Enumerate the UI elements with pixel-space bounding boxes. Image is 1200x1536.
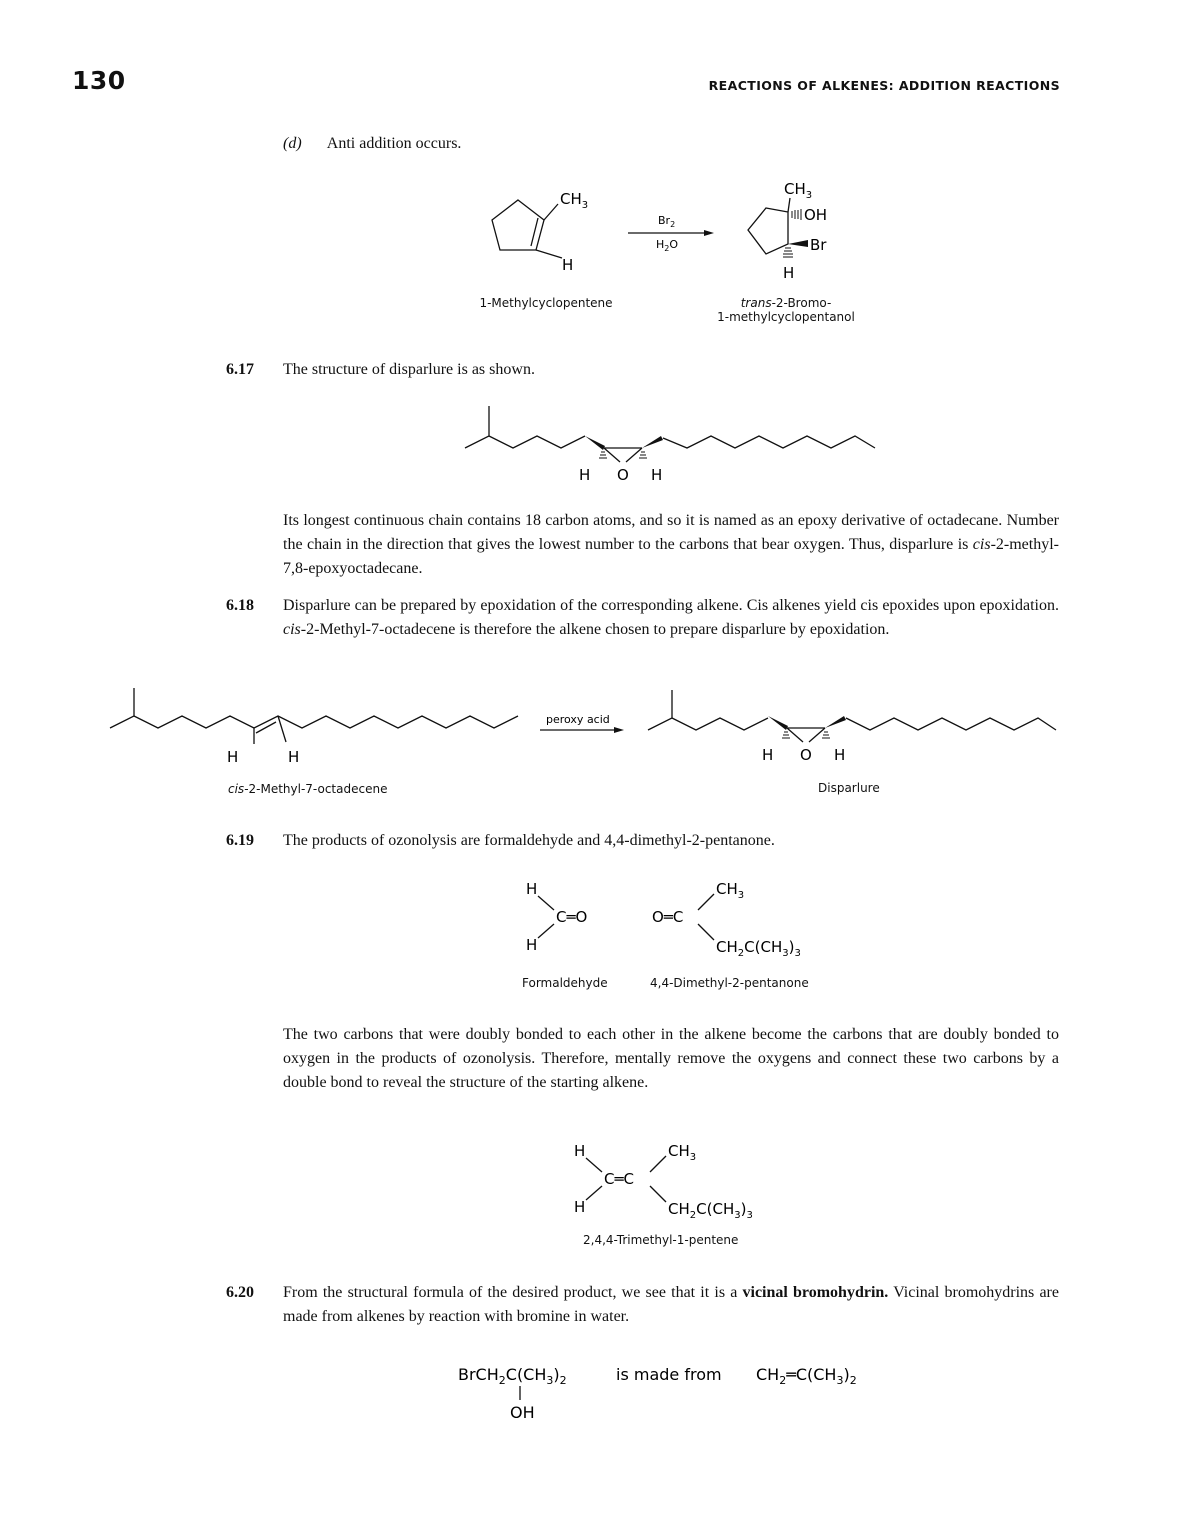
formaldehyde-carbonyl: C═O [556, 908, 588, 926]
para-618-part1: Disparlure can be prepared by epoxidation of the corresponding alkene. Cis alkenes yield cis epoxides upon epoxidation. [283, 597, 1059, 614]
problem-618-number: 6.18 [226, 597, 254, 614]
left-chain [489, 436, 585, 448]
oh-label: OH [804, 206, 828, 224]
alkene-h-right: H [288, 748, 300, 766]
product-name-italic: trans [740, 296, 772, 310]
bond-to-h [536, 250, 562, 258]
product-name-line2: 1-methylcyclopentanol [717, 310, 855, 324]
product-h-label: H [783, 264, 795, 282]
alkene-tbutyl: $CH_2C(CH_3)_3$ [668, 1200, 753, 1221]
alkene-methyl: $CH_3$ [668, 1142, 697, 1163]
formaldehyde-bond-bottom [538, 924, 554, 938]
peroxy-arrow-head [614, 727, 624, 733]
para-620-bold: vicinal bromohydrin. [742, 1284, 889, 1301]
arrow-head [704, 230, 714, 236]
alkene-cc: C═C [604, 1170, 634, 1188]
ketone-bond-top [698, 894, 714, 910]
formaldehyde-h-top: H [526, 880, 538, 898]
bond-to-methyl [544, 204, 558, 220]
para-617-part1: Its longest continuous chain contains 18 carbon atoms, and so it is named as an epoxy derivative of octadecane. Number the chain in the direction that gives the lowest number to the carbons that bear oxygen. Thus, disparlure is [283, 512, 1059, 553]
reactant-name-d: 1-Methylcyclopentene [479, 296, 613, 310]
o-epoxide: O [617, 466, 629, 484]
epoxide-hash-left [782, 732, 790, 738]
part-d-label: (d) [283, 135, 302, 152]
hash-left [599, 452, 607, 458]
epoxide-co-right [626, 448, 642, 462]
h-left: H [579, 466, 591, 484]
epoxide-co-right-618 [809, 728, 825, 742]
epoxide-left-wedge [768, 716, 788, 730]
part-d-text: Anti addition occurs. [326, 135, 462, 152]
para-620-part2: Vicinal bromohydrins are made from alkenes by reaction with bromine in water. [283, 1284, 1059, 1325]
methyl-label: $CH_3$ [560, 190, 589, 211]
double-bond-line [531, 218, 538, 246]
hash-right [639, 452, 647, 458]
alkene-double-bond [256, 722, 276, 733]
h-right: H [651, 466, 663, 484]
alkene-bond-tbutyl [650, 1186, 666, 1202]
alkene-h-top: H [574, 1142, 586, 1160]
alkene-branch [110, 688, 134, 728]
epoxide-o: O [800, 746, 812, 764]
running-title: REACTIONS OF ALKENES: ADDITION REACTIONS [708, 78, 1060, 93]
bromohydrin-formula: $BrCH_2C(CH_3)_2$ [458, 1365, 567, 1387]
disparlure-structure-1 [455, 400, 885, 490]
formaldehyde-name: Formaldehyde [522, 976, 608, 990]
epoxide-h-right: H [834, 746, 846, 764]
alkene-chain [134, 716, 518, 728]
bromohydrin-equation [450, 1356, 910, 1426]
problem-617-paragraph [283, 509, 1059, 581]
epoxide-right-wedge [825, 716, 846, 728]
epoxide-h-left: H [762, 746, 774, 764]
problem-617-intro: The structure of disparlure is as shown. [283, 361, 535, 378]
product-name-d [686, 296, 886, 324]
problem-618-paragraph [283, 594, 1059, 642]
problem-619-intro: The products of ozonolysis are formaldehyde and 4,4-dimethyl-2-pentanone. [283, 832, 775, 849]
problem-619-paragraph: The two carbons that were doubly bonded to each other in the alkene become the carbons that are doubly bonded to oxygen in the products of ozonolysis. Therefore, mentally remove the oxygens and connect these two carbons by a double bond to reveal the structure of the starting alkene. [283, 1026, 1059, 1091]
reactant-name-italic: cis [228, 782, 245, 796]
alkene-bond-methyl [650, 1156, 666, 1172]
problem-620-number: 6.20 [226, 1284, 254, 1301]
isopropyl-branch [465, 406, 489, 448]
problem-617-number: 6.17 [226, 361, 254, 378]
para-620-part1: From the structural formula of the desired product, we see that it is a [283, 1284, 743, 1301]
right-wedge [642, 436, 663, 448]
bond-to-ch3 [788, 198, 790, 212]
reagent-h2o: $H_2O$ [656, 238, 679, 253]
para-618-part2: -2-Methyl-7-octadecene is therefore the alkene chosen to prepare disparlure by epoxidation. [300, 621, 890, 638]
epoxide-co-left-618 [787, 728, 803, 742]
cyclopentane-ring [748, 208, 788, 254]
alkene-h-bottom: H [574, 1198, 586, 1216]
formaldehyde-h-bottom: H [526, 936, 538, 954]
ozonolysis-products [510, 870, 840, 960]
epoxide-left-chain [672, 718, 768, 730]
problem-619-number: 6.19 [226, 832, 254, 849]
product-name-618: Disparlure [818, 781, 880, 795]
product-methyl-label: $CH_3$ [784, 180, 813, 201]
alkene-bond-h-bottom [586, 1186, 602, 1200]
h-label: H [562, 256, 574, 274]
page-number: 130 [72, 66, 126, 95]
peroxy-acid-label: peroxy acid [546, 713, 610, 726]
alkene-name: 2,4,4-Trimethyl-1-pentene [583, 1233, 739, 1247]
isobutylene-formula: $CH_2═C(CH_3)_2$ [756, 1365, 857, 1387]
left-wedge [585, 436, 605, 450]
reagent-br2: $Br_2$ [658, 214, 676, 229]
ketone-bond-bottom [698, 924, 714, 940]
problem-620-paragraph [283, 1281, 1059, 1329]
reactant-name-rest: -2-Methyl-7-octadecene [244, 782, 388, 796]
reaction-618-diagram [100, 680, 1100, 780]
alkene-h-left: H [227, 748, 239, 766]
ketone-name: 4,4-Dimethyl-2-pentanone [650, 976, 809, 990]
is-made-from: is made from [616, 1365, 722, 1384]
starting-alkene [566, 1132, 786, 1227]
wedge-bond-br [788, 240, 808, 247]
hashed-bond-oh [792, 209, 801, 220]
epoxide-co-left [604, 448, 620, 462]
para-618-italic: cis [283, 621, 301, 638]
reactant-name-618 [228, 782, 387, 796]
formaldehyde-bond-top [538, 896, 554, 910]
ketone-tbutyl: $CH_2C(CH_3)_3$ [716, 938, 801, 959]
alkene-bond-h-top [586, 1158, 602, 1172]
para-617-italic: cis [972, 536, 991, 553]
hashed-bond-h [783, 248, 793, 257]
epoxide-right-chain [846, 718, 1056, 730]
epoxide-hash-right [822, 732, 830, 738]
product-name-rest: -2-Bromo- [771, 296, 832, 310]
ketone-carbonyl: O═C [652, 908, 684, 926]
part-d-line [283, 132, 461, 156]
right-chain [663, 436, 875, 448]
ketone-methyl: $CH_3$ [716, 880, 745, 901]
epoxide-branch [648, 690, 672, 730]
br-label: Br [810, 236, 827, 254]
bromohydrin-oh: OH [510, 1403, 535, 1422]
para-617-part2: -2-methyl-7,8-epoxyoctadecane. [283, 536, 1059, 577]
